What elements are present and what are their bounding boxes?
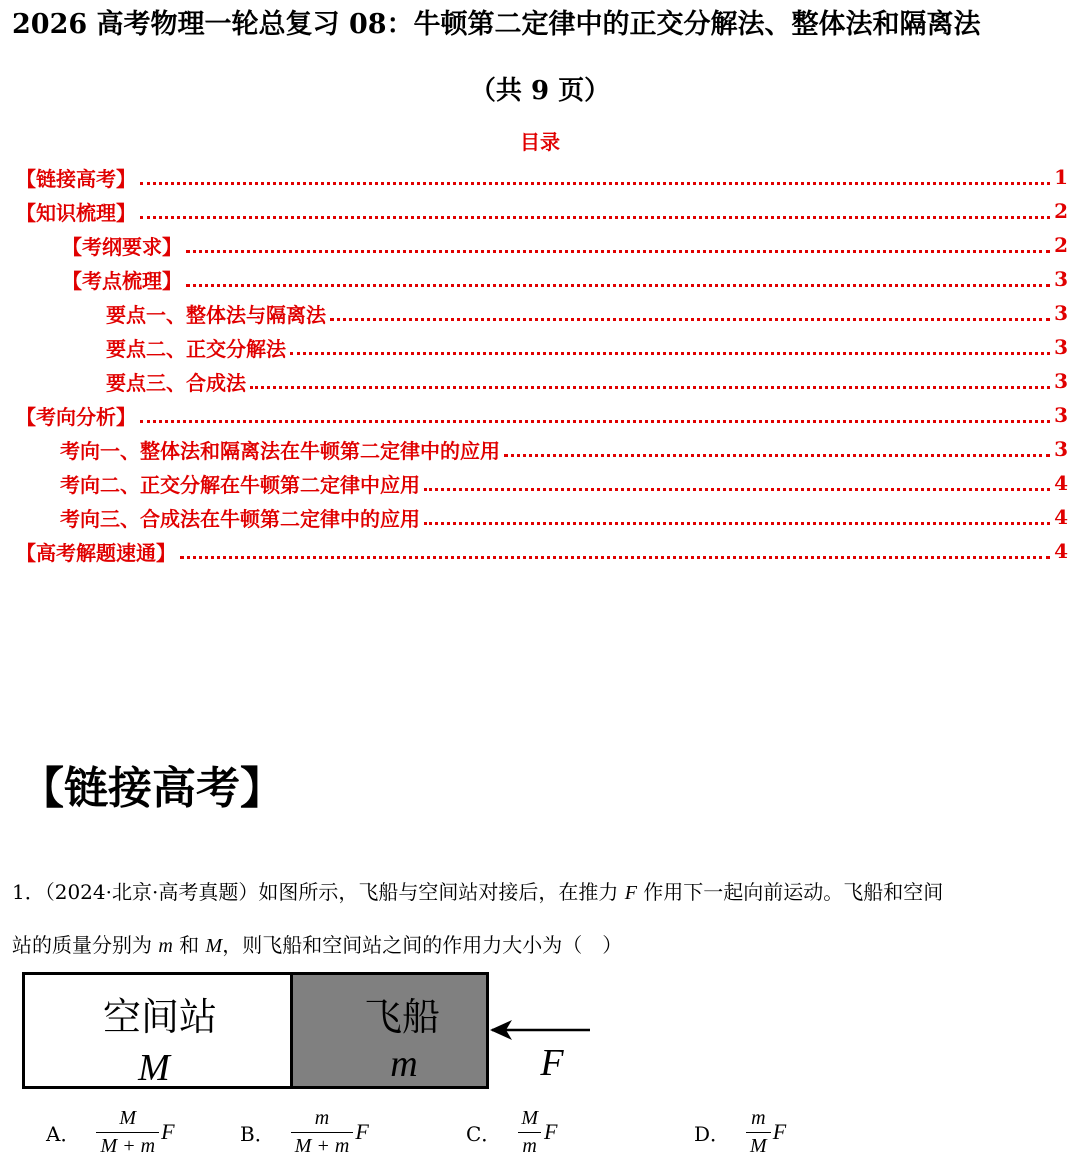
option-tail: F xyxy=(543,1119,558,1144)
fraction xyxy=(96,1107,159,1158)
toc-entry-page: 3 xyxy=(1054,369,1068,393)
toc-leader xyxy=(250,386,1050,389)
toc-entry-page: 3 xyxy=(1054,403,1068,427)
toc-entry-page: 1 xyxy=(1054,165,1068,189)
toc-entry[interactable] xyxy=(16,160,1068,194)
question-line xyxy=(12,866,1072,919)
toc-entry[interactable] xyxy=(16,534,1068,568)
toc-entry-page: 3 xyxy=(1054,437,1068,461)
toc-entry[interactable] xyxy=(106,364,1068,398)
option-c[interactable] xyxy=(466,1100,557,1164)
toc-entry-label: 考向三、合成法在牛顿第二定律中的应用 xyxy=(60,506,420,531)
option-a[interactable] xyxy=(46,1100,175,1164)
toc-entry-page: 3 xyxy=(1054,335,1068,359)
spaceship-label: 飞船 xyxy=(363,995,441,1039)
toc-leader xyxy=(424,522,1050,525)
toc-leader xyxy=(330,318,1050,321)
toc-leader xyxy=(186,284,1050,287)
numerator: m xyxy=(314,1106,330,1129)
space-station-label: 空间站 xyxy=(102,995,218,1039)
toc-entry-label: 【考纲要求】 xyxy=(62,234,182,259)
toc-leader xyxy=(140,420,1050,423)
toc-leader xyxy=(290,352,1050,355)
toc-entry-page: 4 xyxy=(1054,471,1068,495)
option-letter: A． xyxy=(46,1121,81,1146)
toc-entry-page: 3 xyxy=(1054,301,1068,325)
question-line xyxy=(12,919,1072,972)
toc-entry-label: 要点二、正交分解法 xyxy=(106,336,286,361)
question-text xyxy=(12,866,1072,972)
question-text-part: 作用下一起向前运动。飞船和空间 xyxy=(643,880,944,904)
toc-entry-page: 2 xyxy=(1054,199,1068,223)
option-tail: F xyxy=(772,1119,787,1144)
fraction xyxy=(746,1107,771,1158)
toc-entry[interactable] xyxy=(16,398,1068,432)
option-d[interactable] xyxy=(694,1100,786,1164)
option-b[interactable] xyxy=(240,1100,369,1164)
question-text-part: 和 xyxy=(179,933,200,957)
toc-entry[interactable] xyxy=(16,194,1068,228)
station-mass-variable: M xyxy=(205,935,223,957)
toc-entry-label: 【知识梳理】 xyxy=(16,200,136,225)
fraction xyxy=(291,1107,354,1158)
toc-entry[interactable] xyxy=(60,466,1068,500)
numerator: M xyxy=(521,1106,538,1129)
toc-entry[interactable] xyxy=(62,262,1068,296)
option-letter: C． xyxy=(466,1121,502,1146)
toc-entry[interactable] xyxy=(60,500,1068,534)
answer-options xyxy=(0,1100,1080,1164)
toc-entry[interactable] xyxy=(60,432,1068,466)
toc-entry-page: 4 xyxy=(1054,505,1068,529)
toc-leader xyxy=(186,250,1050,253)
space-station-mass: M xyxy=(138,1047,170,1089)
toc-entry-label: 要点一、整体法与隔离法 xyxy=(106,302,326,327)
toc-entry[interactable] xyxy=(106,330,1068,364)
numerator: m xyxy=(751,1106,766,1129)
toc-entry[interactable] xyxy=(106,296,1068,330)
denominator: M + m xyxy=(291,1132,354,1158)
denominator: m xyxy=(518,1132,540,1158)
option-letter: D． xyxy=(694,1121,731,1146)
force-label: F xyxy=(540,1042,564,1084)
toc-leader xyxy=(140,216,1050,219)
option-tail: F xyxy=(355,1119,369,1144)
toc-entry-label: 考向二、正交分解在牛顿第二定律中应用 xyxy=(60,472,420,497)
question-text-part: 站的质量分别为 xyxy=(12,933,152,957)
toc-entry-label: 【高考解题速通】 xyxy=(16,540,176,565)
section-heading: 【链接高考】 xyxy=(20,763,284,814)
toc-entry-page: 2 xyxy=(1054,233,1068,257)
toc-leader xyxy=(180,556,1050,559)
toc-leader xyxy=(424,488,1050,491)
document-title: 2026 高考物理一轮总复习 08：牛顿第二定律中的正交分解法、整体法和隔离法 xyxy=(12,9,981,40)
denominator: M + m xyxy=(96,1132,159,1158)
question-text-part: ，则飞船和空间站之间的作用力大小为（ ） xyxy=(222,933,623,957)
toc-entry-label: 考向一、整体法和隔离法在牛顿第二定律中的应用 xyxy=(60,438,500,463)
toc-heading: 目录 xyxy=(520,130,560,154)
toc-leader xyxy=(140,182,1050,185)
toc-entry-label: 【考点梳理】 xyxy=(62,268,182,293)
toc-entry[interactable] xyxy=(62,228,1068,262)
toc-entry-label: 【链接高考】 xyxy=(16,166,136,191)
toc-entry-label: 要点三、合成法 xyxy=(106,370,246,395)
toc-entry-page: 3 xyxy=(1054,267,1068,291)
option-letter: B． xyxy=(240,1121,275,1146)
force-variable: F xyxy=(624,882,637,904)
denominator: M xyxy=(746,1132,771,1158)
fraction xyxy=(517,1107,542,1158)
toc-entry-label: 【考向分析】 xyxy=(16,404,136,429)
page-count: （共 9 页） xyxy=(469,76,611,106)
spaceship-mass: m xyxy=(390,1043,418,1085)
numerator: M xyxy=(119,1106,137,1129)
ship-mass-variable: m xyxy=(158,935,173,957)
docking-diagram xyxy=(22,972,602,1092)
toc-leader xyxy=(504,454,1050,457)
option-tail: F xyxy=(161,1119,175,1144)
toc-entry-page: 4 xyxy=(1054,539,1068,563)
question-text-part: 1．（2024·北京·高考真题）如图所示，飞船与空间站对接后，在推力 xyxy=(12,880,619,904)
